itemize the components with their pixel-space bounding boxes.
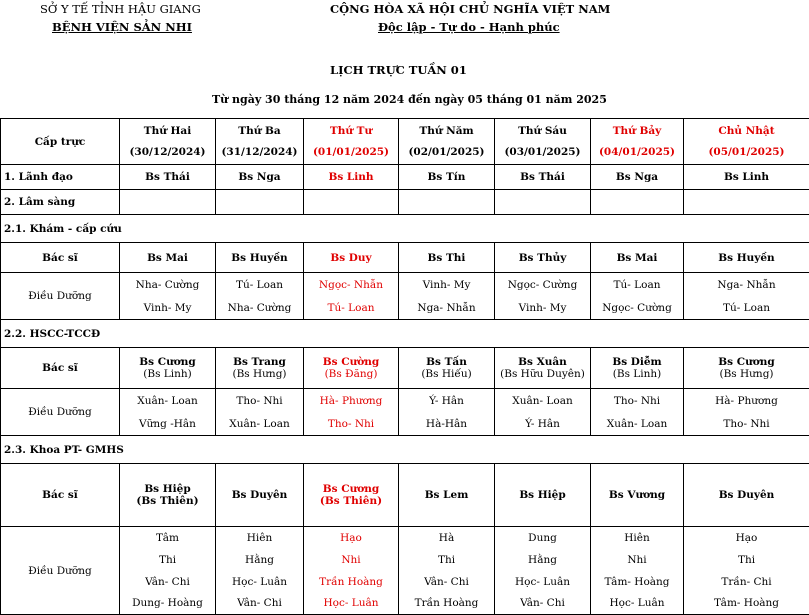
empty-cell <box>495 190 591 215</box>
day-header <box>591 119 684 165</box>
section-title: 2.1. Khám - cấp cứu <box>1 215 809 243</box>
leader-cell: Bs Tín <box>399 165 495 190</box>
doctor-cell: Bs Huyền <box>216 243 304 273</box>
nurse-cell: Hiên <box>216 527 304 549</box>
doctor-backup: (Bs Linh) <box>591 368 683 380</box>
doctor-cell <box>304 464 399 527</box>
doctor-cell <box>399 464 495 527</box>
doctor-cell <box>216 348 304 389</box>
leader-cell: Bs Linh <box>684 165 809 190</box>
doctor-cell: Bs Thủy <box>495 243 591 273</box>
nurse-cell: Hạo <box>684 527 809 549</box>
corner-header: Cấp trực <box>1 119 120 165</box>
nurse-cell: Tú- Loan <box>684 297 809 320</box>
doctor-main: Bs Hiệp <box>495 489 590 501</box>
nurse-cell: Xuân- Loan <box>120 389 216 413</box>
nurse-cell: Vinh- My <box>399 273 495 297</box>
nurse-cell: Ngọc- Nhẫn <box>304 273 399 297</box>
doctor-cell <box>684 348 809 389</box>
nurse-cell: Học- Luân <box>304 593 399 615</box>
nurse-cell: Tú- Loan <box>304 297 399 320</box>
nurse-cell: Xuân- Loan <box>591 413 684 436</box>
day-name: Chủ Nhật <box>684 125 809 137</box>
nurse-cell: Tâm- Hoàng <box>591 571 684 593</box>
nurse-cell: Nha- Cường <box>216 297 304 320</box>
nurse-cell: Thi <box>684 549 809 571</box>
doctor-cell <box>399 348 495 389</box>
doctor-cell <box>495 348 591 389</box>
doctor-cell: Bs Mai <box>120 243 216 273</box>
nurse-cell: Dung- Hoàng <box>120 593 216 615</box>
day-date: (02/01/2025) <box>399 146 494 158</box>
day-header <box>304 119 399 165</box>
nurse-cell: Nga- Nhẫn <box>684 273 809 297</box>
nurse-cell: Tâm <box>120 527 216 549</box>
day-header <box>495 119 591 165</box>
doctor-label: Bác sĩ <box>1 464 120 527</box>
nurse-label: Điều Dưỡng <box>1 527 120 615</box>
doctor-main: Bs Duyên <box>216 489 303 501</box>
doctor-cell <box>684 464 809 527</box>
nurse-cell: Hạo <box>304 527 399 549</box>
nurse-cell: Hà- Phương <box>304 389 399 413</box>
doctor-main: Bs Cương <box>120 356 215 368</box>
nurse-cell: Xuân- Loan <box>495 389 591 413</box>
doctor-main: Bs Duyên <box>684 489 809 501</box>
empty-cell <box>591 190 684 215</box>
leader-cell: Bs Linh <box>304 165 399 190</box>
empty-cell <box>304 190 399 215</box>
day-name: Thứ Năm <box>399 125 494 137</box>
nurse-cell: Dung <box>495 527 591 549</box>
empty-cell <box>399 190 495 215</box>
nurse-cell: Nga- Nhẫn <box>399 297 495 320</box>
day-header <box>399 119 495 165</box>
day-header <box>216 119 304 165</box>
nurse-cell: Tú- Loan <box>591 273 684 297</box>
nurse-cell: Ngọc- Cường <box>495 273 591 297</box>
nurse-cell: Hiên <box>591 527 684 549</box>
nurse-cell: Học- Luân <box>591 593 684 615</box>
nurse-cell: Hằng <box>216 549 304 571</box>
nurse-cell: Hà-Hân <box>399 413 495 436</box>
doctor-main: Bs Diễm <box>591 356 683 368</box>
duty-schedule-table <box>0 118 809 615</box>
doctor-backup: (Bs Linh) <box>120 368 215 380</box>
doctor-backup: (Bs Hưng) <box>216 368 303 380</box>
header-left-hospital: BỆNH VIỆN SẢN NHI <box>52 20 192 34</box>
day-date: (04/01/2025) <box>591 146 683 158</box>
doctor-cell: Bs Duy <box>304 243 399 273</box>
nurse-cell: Hằng <box>495 549 591 571</box>
day-name: Thứ Bảy <box>591 125 683 137</box>
nurse-cell: Thi <box>120 549 216 571</box>
day-header <box>120 119 216 165</box>
nurse-cell: Ngọc- Cường <box>591 297 684 320</box>
nurse-cell: Nhi <box>591 549 684 571</box>
nurse-cell: Xuân- Loan <box>216 413 304 436</box>
row-label-clinical: 2. Lâm sàng <box>1 190 120 215</box>
doctor-cell <box>120 348 216 389</box>
nurse-cell: Hà- Phương <box>684 389 809 413</box>
leader-cell: Bs Nga <box>216 165 304 190</box>
doctor-cell: Bs Huyền <box>684 243 809 273</box>
doctor-main: Bs Hiệp <box>120 483 215 495</box>
leader-cell: Bs Nga <box>591 165 684 190</box>
section-title: 2.2. HSCC-TCCĐ <box>1 320 809 348</box>
nurse-cell: Nha- Cường <box>120 273 216 297</box>
nurse-cell: Trần- Chi <box>684 571 809 593</box>
doctor-main: Bs Xuân <box>495 356 590 368</box>
doctor-cell <box>120 464 216 527</box>
nurse-cell: Vững -Hân <box>120 413 216 436</box>
doctor-backup: (Bs Hữu Duyên) <box>495 368 590 380</box>
nurse-cell: Ý- Hân <box>495 413 591 436</box>
nurse-cell: Vân- Chi <box>216 593 304 615</box>
nurse-cell: Vân- Chi <box>495 593 591 615</box>
nurse-cell: Ý- Hân <box>399 389 495 413</box>
doctor-cell <box>591 348 684 389</box>
page-title: LỊCH TRỰC TUẦN 01 <box>330 63 467 77</box>
nurse-cell: Trần Hoàng <box>399 593 495 615</box>
doctor-main: Bs Cương <box>684 356 809 368</box>
doctor-main: Bs Lem <box>399 489 494 501</box>
leader-cell: Bs Thái <box>120 165 216 190</box>
doctor-label: Bác sĩ <box>1 348 120 389</box>
day-name: Thứ Tư <box>304 125 398 137</box>
day-name: Thứ Hai <box>120 125 215 137</box>
empty-cell <box>120 190 216 215</box>
doctor-main: Bs Trang <box>216 356 303 368</box>
empty-cell <box>216 190 304 215</box>
doctor-main: Bs Cương <box>304 483 398 495</box>
leader-cell: Bs Thái <box>495 165 591 190</box>
nurse-cell: Tho- Nhi <box>216 389 304 413</box>
doctor-backup: (Bs Hưng) <box>684 368 809 380</box>
day-date: (31/12/2024) <box>216 146 303 158</box>
date-range: Từ ngày 30 tháng 12 năm 2024 đến ngày 05 tháng 01 năm 2025 <box>212 93 607 106</box>
doctor-cell: Bs Mai <box>591 243 684 273</box>
doctor-backup: (Bs Hiếu) <box>399 368 494 380</box>
nurse-cell: Học- Luân <box>495 571 591 593</box>
nurse-cell: Tâm- Hoàng <box>684 593 809 615</box>
nurse-cell: Trần Hoàng <box>304 571 399 593</box>
doctor-main: Bs Tấn <box>399 356 494 368</box>
nurse-cell: Nhi <box>304 549 399 571</box>
day-date: (30/12/2024) <box>120 146 215 158</box>
doctor-label: Bác sĩ <box>1 243 120 273</box>
header-right-country: CỘNG HÒA XÃ HỘI CHỦ NGHĨA VIỆT NAM <box>330 2 610 16</box>
day-date: (05/01/2025) <box>684 146 809 158</box>
nurse-cell: Tho- Nhi <box>304 413 399 436</box>
nurse-cell: Vân- Chi <box>399 571 495 593</box>
day-date: (03/01/2025) <box>495 146 590 158</box>
nurse-label: Điều Dưỡng <box>1 273 120 320</box>
nurse-cell: Tho- Nhi <box>591 389 684 413</box>
doctor-backup: (Bs Thiên) <box>120 495 215 507</box>
doctor-backup: (Bs Đăng) <box>304 368 398 380</box>
nurse-cell: Tú- Loan <box>216 273 304 297</box>
doctor-cell <box>216 464 304 527</box>
doctor-cell <box>495 464 591 527</box>
doctor-backup: (Bs Thiên) <box>304 495 398 507</box>
nurse-label: Điều Dưỡng <box>1 389 120 436</box>
doctor-main: Bs Cường <box>304 356 398 368</box>
nurse-cell: Vân- Chi <box>120 571 216 593</box>
section-title: 2.3. Khoa PT- GMHS <box>1 436 809 464</box>
day-header <box>684 119 809 165</box>
nurse-cell: Thi <box>399 549 495 571</box>
day-name: Thứ Sáu <box>495 125 590 137</box>
nurse-cell: Hà <box>399 527 495 549</box>
row-label-leadership: 1. Lãnh đạo <box>1 165 120 190</box>
day-date: (01/01/2025) <box>304 146 398 158</box>
doctor-main: Bs Vương <box>591 489 683 501</box>
nurse-cell: Vinh- My <box>495 297 591 320</box>
doctor-cell <box>591 464 684 527</box>
header-right-motto: Độc lập - Tự do - Hạnh phúc <box>378 20 560 34</box>
nurse-cell: Vinh- My <box>120 297 216 320</box>
doctor-cell: Bs Thi <box>399 243 495 273</box>
day-name: Thứ Ba <box>216 125 303 137</box>
header-left-department: SỞ Y TẾ TỈNH HẬU GIANG <box>40 2 201 16</box>
doctor-cell <box>304 348 399 389</box>
nurse-cell: Tho- Nhi <box>684 413 809 436</box>
nurse-cell: Học- Luân <box>216 571 304 593</box>
empty-cell <box>684 190 809 215</box>
